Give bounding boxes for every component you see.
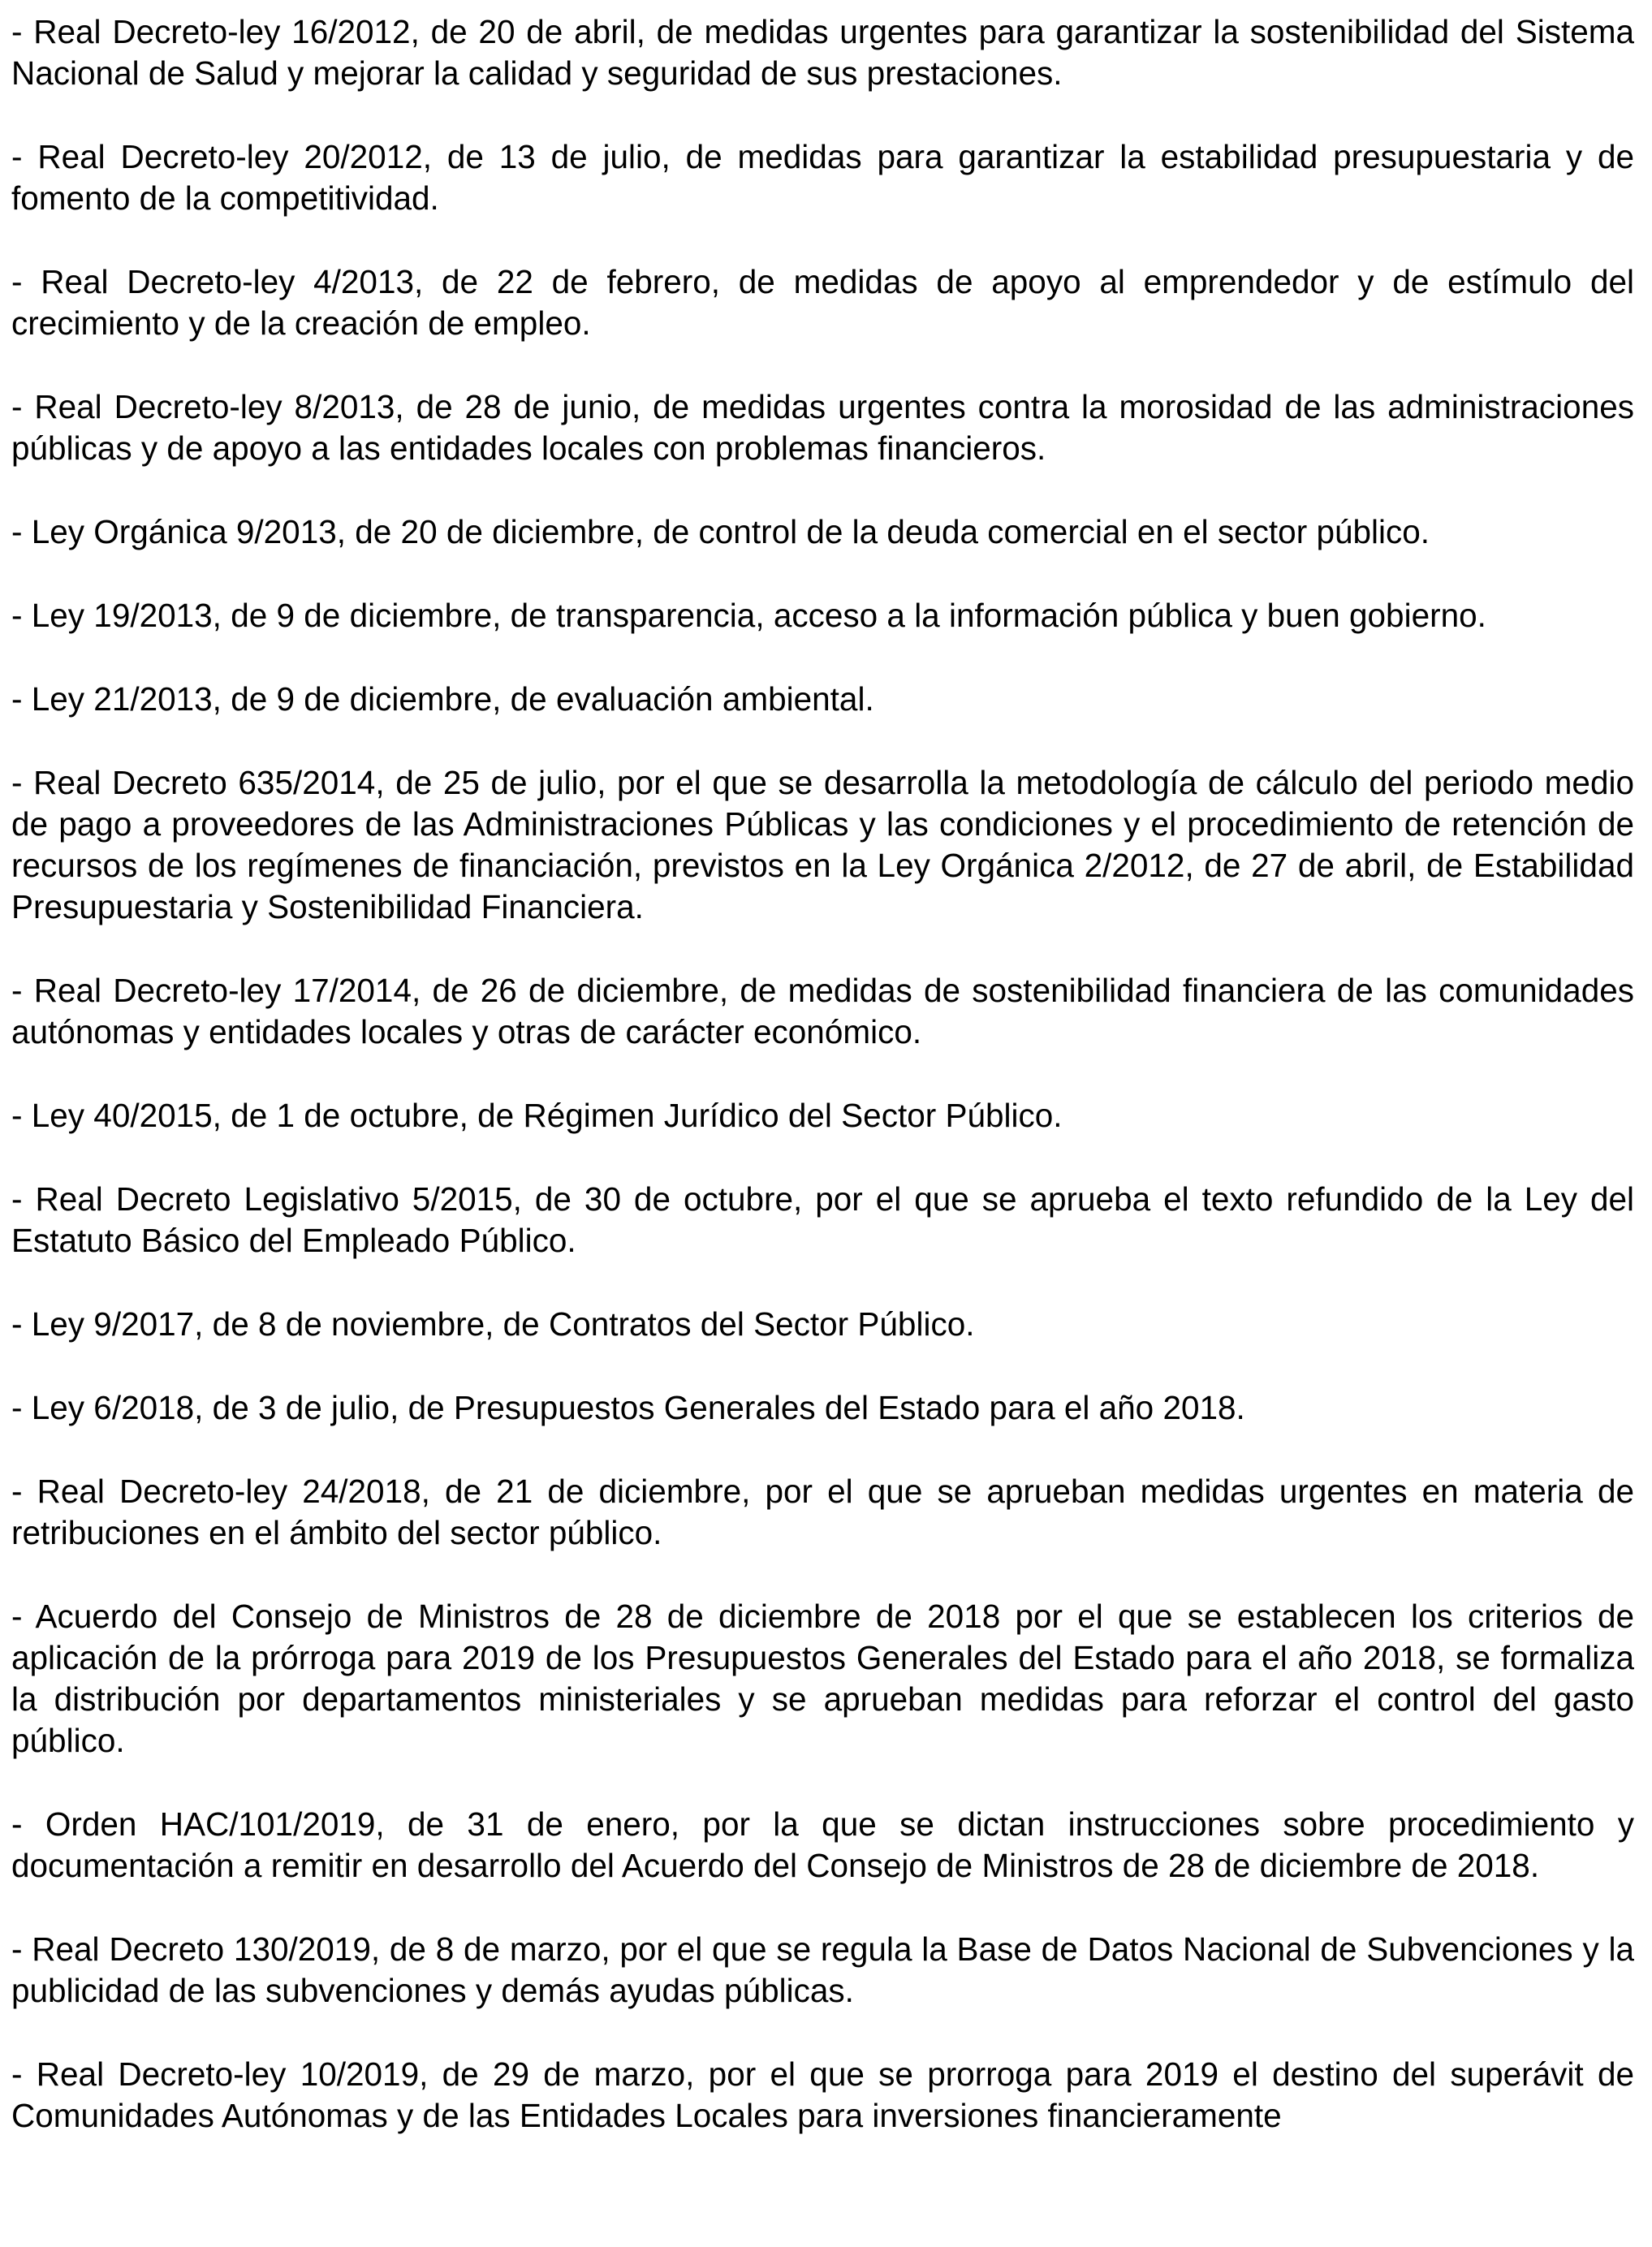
list-item: - Real Decreto-ley 8/2013, de 28 de junio, de medidas urgentes contra la morosidad de las administraciones públicas y de apoyo a las entidades locales con problemas financieros. xyxy=(11,388,1634,467)
list-item: - Ley 19/2013, de 9 de diciembre, de transparencia, acceso a la información pública y buen gobierno. xyxy=(11,597,1486,634)
list-item: - Acuerdo del Consejo de Ministros de 28 de diciembre de 2018 por el que se establecen los criterios de aplicación de la prórroga para 2019 de los Presupuestos Generales del Estado para el año 2018, se formaliza la distribución por departamentos ministeriales y se aprueban medidas para reforzar el control del gasto público. xyxy=(11,1598,1634,1759)
list-item: - Real Decreto 130/2019, de 8 de marzo, por el que se regula la Base de Datos Nacional de Subvenciones y la publicidad de las subvenciones y demás ayudas públicas. xyxy=(11,1930,1634,2009)
list-item: - Real Decreto-ley 17/2014, de 26 de diciembre, de medidas de sostenibilidad financiera de las comunidades autónomas y entidades locales y otras de carácter económico. xyxy=(11,972,1634,1050)
list-item: - Real Decreto-ley 10/2019, de 29 de marzo, por el que se prorroga para 2019 el destino del superávit de Comunidades Autónomas y de las Entidades Locales para inversiones financieramente xyxy=(11,2055,1634,2134)
list-item: - Real Decreto-ley 16/2012, de 20 de abril, de medidas urgentes para garantizar la sostenibilidad del Sistema Nacional de Salud y mejorar la calidad y seguridad de sus prestaciones. xyxy=(11,13,1634,92)
list-item: - Orden HAC/101/2019, de 31 de enero, por la que se dictan instrucciones sobre procedimiento y documentación a remitir en desarrollo del Acuerdo del Consejo de Ministros de 28 de diciembre de 2018. xyxy=(11,1805,1634,1884)
list-item: - Ley 21/2013, de 9 de diciembre, de evaluación ambiental. xyxy=(11,680,874,718)
list-item: - Real Decreto-ley 4/2013, de 22 de febrero, de medidas de apoyo al emprendedor y de estímulo del crecimiento y de la creación de empleo. xyxy=(11,263,1634,342)
list-item: - Ley Orgánica 9/2013, de 20 de diciembre, de control de la deuda comercial en el sector público. xyxy=(11,513,1430,550)
list-item: - Real Decreto Legislativo 5/2015, de 30 de octubre, por el que se aprueba el texto refundido de la Ley del Estatuto Básico del Empleado Público. xyxy=(11,1180,1634,1259)
list-item: - Ley 40/2015, de 1 de octubre, de Régimen Jurídico del Sector Público. xyxy=(11,1097,1063,1134)
legislation-list xyxy=(11,11,1634,2137)
list-item: - Real Decreto 635/2014, de 25 de julio, por el que se desarrolla la metodología de cálculo del periodo medio de pago a proveedores de las Administraciones Públicas y las condiciones y el procedimiento de retención de recursos de los regímenes de financiación, previstos en la Ley Orgánica 2/2012, de 27 de abril, de Estabilidad Presupuestaria y Sostenibilidad Financiera. xyxy=(11,764,1634,925)
list-item: - Real Decreto-ley 20/2012, de 13 de julio, de medidas para garantizar la estabilidad presupuestaria y de fomento de la competitividad. xyxy=(11,138,1634,217)
list-item: - Ley 6/2018, de 3 de julio, de Presupuestos Generales del Estado para el año 2018. xyxy=(11,1389,1245,1426)
list-item: - Ley 9/2017, de 8 de noviembre, de Contratos del Sector Público. xyxy=(11,1305,975,1343)
list-item: - Real Decreto-ley 24/2018, de 21 de diciembre, por el que se aprueban medidas urgentes en materia de retribuciones en el ámbito del sector público. xyxy=(11,1473,1634,1551)
